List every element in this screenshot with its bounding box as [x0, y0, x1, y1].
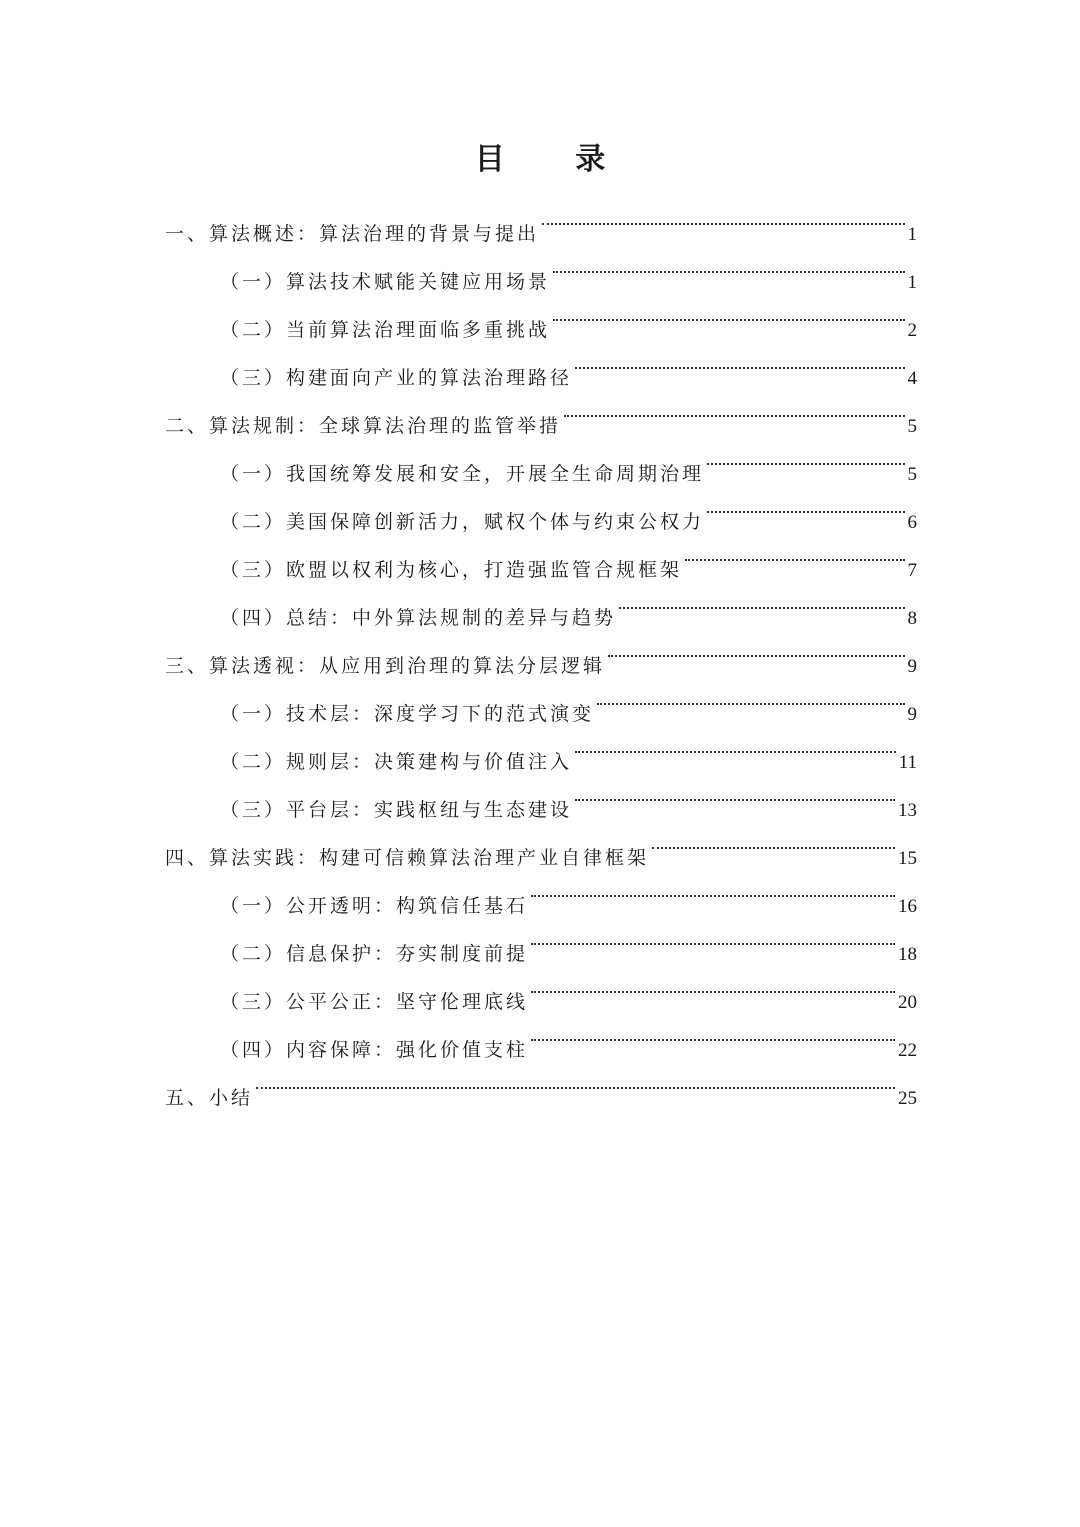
toc-entry-page: 11: [898, 752, 917, 773]
toc-entry-label: （一）我国统筹发展和安全，开展全生命周期治理: [220, 463, 705, 485]
toc-entry-label: 三、算法透视：从应用到治理的算法分层逻辑: [165, 655, 606, 677]
toc-list: [165, 192, 917, 1109]
toc-entry-label: （三）平台层：实践枢纽与生态建设: [220, 799, 573, 821]
toc-entry-label: （一）公开透明：构筑信任基石: [220, 895, 529, 917]
toc-entry-label: （三）欧盟以权利为核心，打造强监管合规框架: [220, 559, 683, 581]
toc-entry-page: 1: [907, 272, 917, 293]
toc-entry-page: 20: [898, 992, 917, 1013]
toc-entry-label: （二）当前算法治理面临多重挑战: [220, 319, 551, 341]
dot-leader: [652, 816, 895, 864]
toc-entry-page: 22: [898, 1040, 917, 1061]
dot-leader: [707, 432, 904, 480]
toc-entry-page: 2: [907, 320, 917, 341]
dot-leader: [553, 288, 904, 336]
dot-leader: [564, 384, 904, 432]
toc-entry-page: 6: [907, 512, 917, 533]
toc-entry-page: 1: [907, 224, 917, 245]
toc-entry[interactable]: [165, 1056, 917, 1109]
dot-leader: [256, 1056, 895, 1104]
toc-entry-label: （二）规则层：决策建构与价值注入: [220, 751, 573, 773]
toc-entry-label: 五、小结: [165, 1087, 254, 1109]
dot-leader: [707, 480, 904, 528]
toc-entry-page: 7: [907, 560, 917, 581]
dot-leader: [575, 768, 895, 816]
dot-leader: [531, 1008, 895, 1056]
dot-leader: [531, 864, 895, 912]
toc-entry-label: （三）公平公正：坚守伦理底线: [220, 991, 529, 1013]
toc-entry-label: 一、算法概述：算法治理的背景与提出: [165, 223, 540, 245]
toc-entry[interactable]: [165, 192, 917, 245]
dot-leader: [608, 624, 904, 672]
toc-entry-page: 18: [898, 944, 917, 965]
toc-entry-page: 15: [898, 848, 917, 869]
toc-entry-label: （一）算法技术赋能关键应用场景: [220, 271, 551, 293]
dot-leader: [553, 240, 904, 288]
toc-entry-label: 四、算法实践：构建可信赖算法治理产业自律框架: [165, 847, 650, 869]
dot-leader: [619, 576, 904, 624]
dot-leader: [575, 336, 904, 384]
dot-leader: [597, 672, 904, 720]
toc-entry-page: 5: [907, 416, 917, 437]
toc-entry-label: 二、算法规制：全球算法治理的监管举措: [165, 415, 562, 437]
toc-entry-label: （四）总结：中外算法规制的差异与趋势: [220, 607, 617, 629]
toc-entry-page: 5: [907, 464, 917, 485]
toc-entry-label: （一）技术层：深度学习下的范式演变: [220, 703, 595, 725]
toc-entry-page: 4: [907, 368, 917, 389]
toc-entry-page: 25: [898, 1088, 917, 1109]
toc-entry-label: （三）构建面向产业的算法治理路径: [220, 367, 573, 389]
dot-leader: [531, 960, 895, 1008]
toc-entry-label: （二）信息保护：夯实制度前提: [220, 943, 529, 965]
toc-entry-page: 13: [898, 800, 917, 821]
toc-entry-page: 16: [898, 896, 917, 917]
dot-leader: [685, 528, 904, 576]
toc-title: 目 录: [474, 142, 636, 177]
toc-entry-page: 9: [907, 704, 917, 725]
dot-leader: [575, 720, 896, 768]
toc-entry-page: 8: [907, 608, 917, 629]
toc-entry-page: 9: [907, 656, 917, 677]
toc-entry-label: （四）内容保障：强化价值支柱: [220, 1039, 529, 1061]
toc-entry-label: （二）美国保障创新活力，赋权个体与约束公权力: [220, 511, 705, 533]
dot-leader: [542, 192, 904, 240]
dot-leader: [531, 912, 895, 960]
